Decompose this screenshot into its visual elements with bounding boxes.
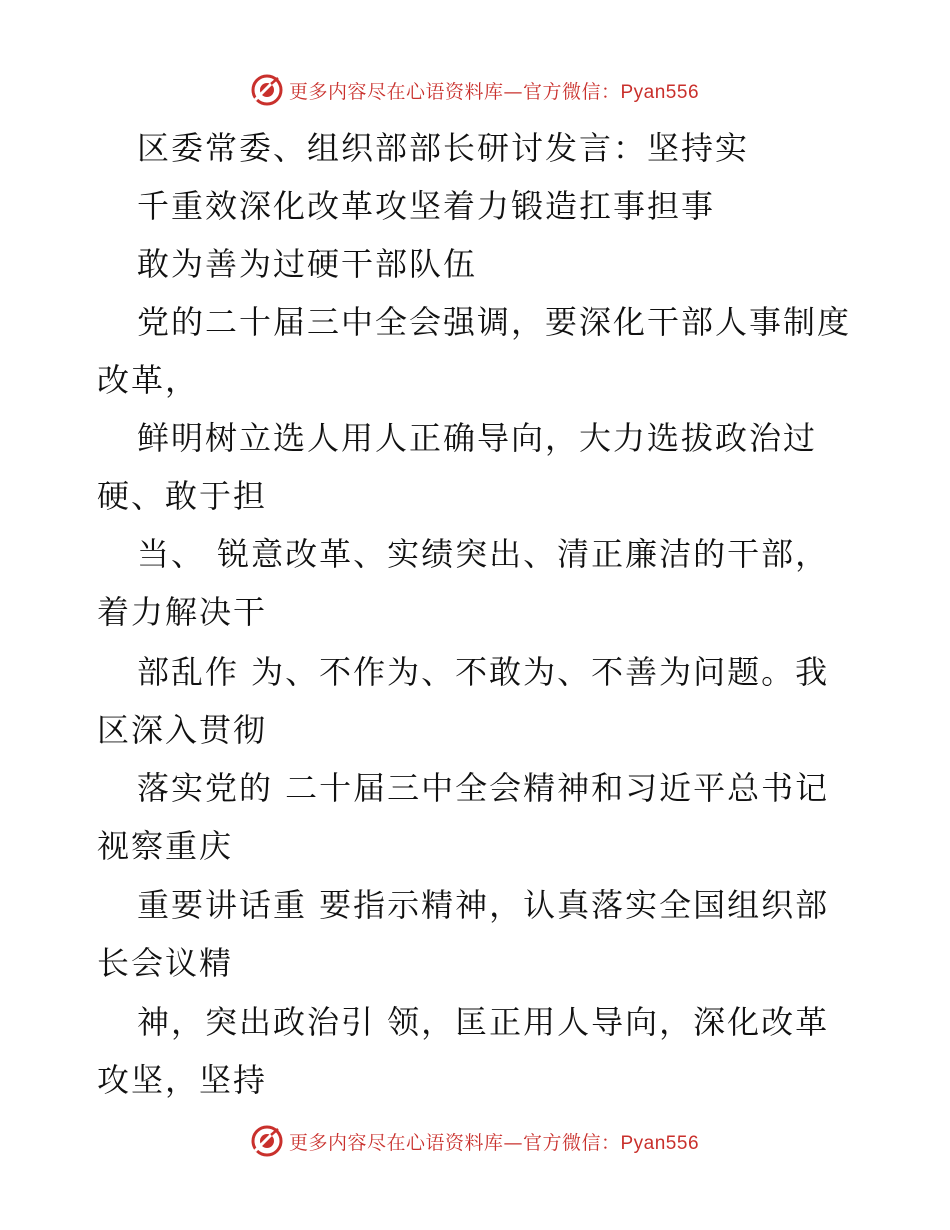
body-line-7: 部乱作 为、不作为、不敢为、不善为问题。我: [137, 653, 830, 691]
logo-icon: [251, 1125, 283, 1157]
body-line-9: 落实党的 二十届三中全会精神和习近平总书记: [137, 769, 830, 807]
body-line-10: 视察重庆: [97, 827, 234, 865]
title-line-1: 区委常委、组织部部长研讨发言：坚持实: [137, 129, 750, 167]
body-line-5: 当、 锐意改革、实绩突出、清正廉洁的干部，: [137, 535, 830, 573]
body-line-2: 改革，: [97, 361, 200, 399]
body-line-3: 鲜明树立选人用人正确导向，大力选拔政治过: [137, 419, 818, 457]
footer-wechat-id: Pyan556: [620, 1132, 700, 1154]
body-line-1: 党的二十届三中全会强调，要深化干部人事制度: [137, 303, 852, 341]
body-line-11: 重要讲话重 要指示精神，认真落实全国组织部: [137, 886, 830, 924]
title-line-2: 千重效深化改革攻坚着力锻造扛事担事: [137, 187, 716, 225]
body-line-12: 长会议精: [97, 944, 234, 982]
body-line-6: 着力解决干: [97, 593, 268, 631]
header-banner-text: 更多内容尽在心语资料库—官方微信：: [288, 80, 621, 103]
footer-banner: [0, 1121, 950, 1161]
footer-banner-text: 更多内容尽在心语资料库—官方微信：: [288, 1131, 621, 1154]
body-line-4: 硬、敢于担: [97, 477, 268, 515]
body-line-13: 神，突出政治引 领，匡正用人导向，深化改革: [137, 1003, 830, 1041]
body-line-14: 攻坚，坚持: [97, 1061, 268, 1099]
title-line-3: 敢为善为过硬干部队伍: [137, 245, 478, 283]
body-line-8: 区深入贯彻: [97, 711, 268, 749]
header-wechat-id: Pyan556: [620, 81, 700, 103]
